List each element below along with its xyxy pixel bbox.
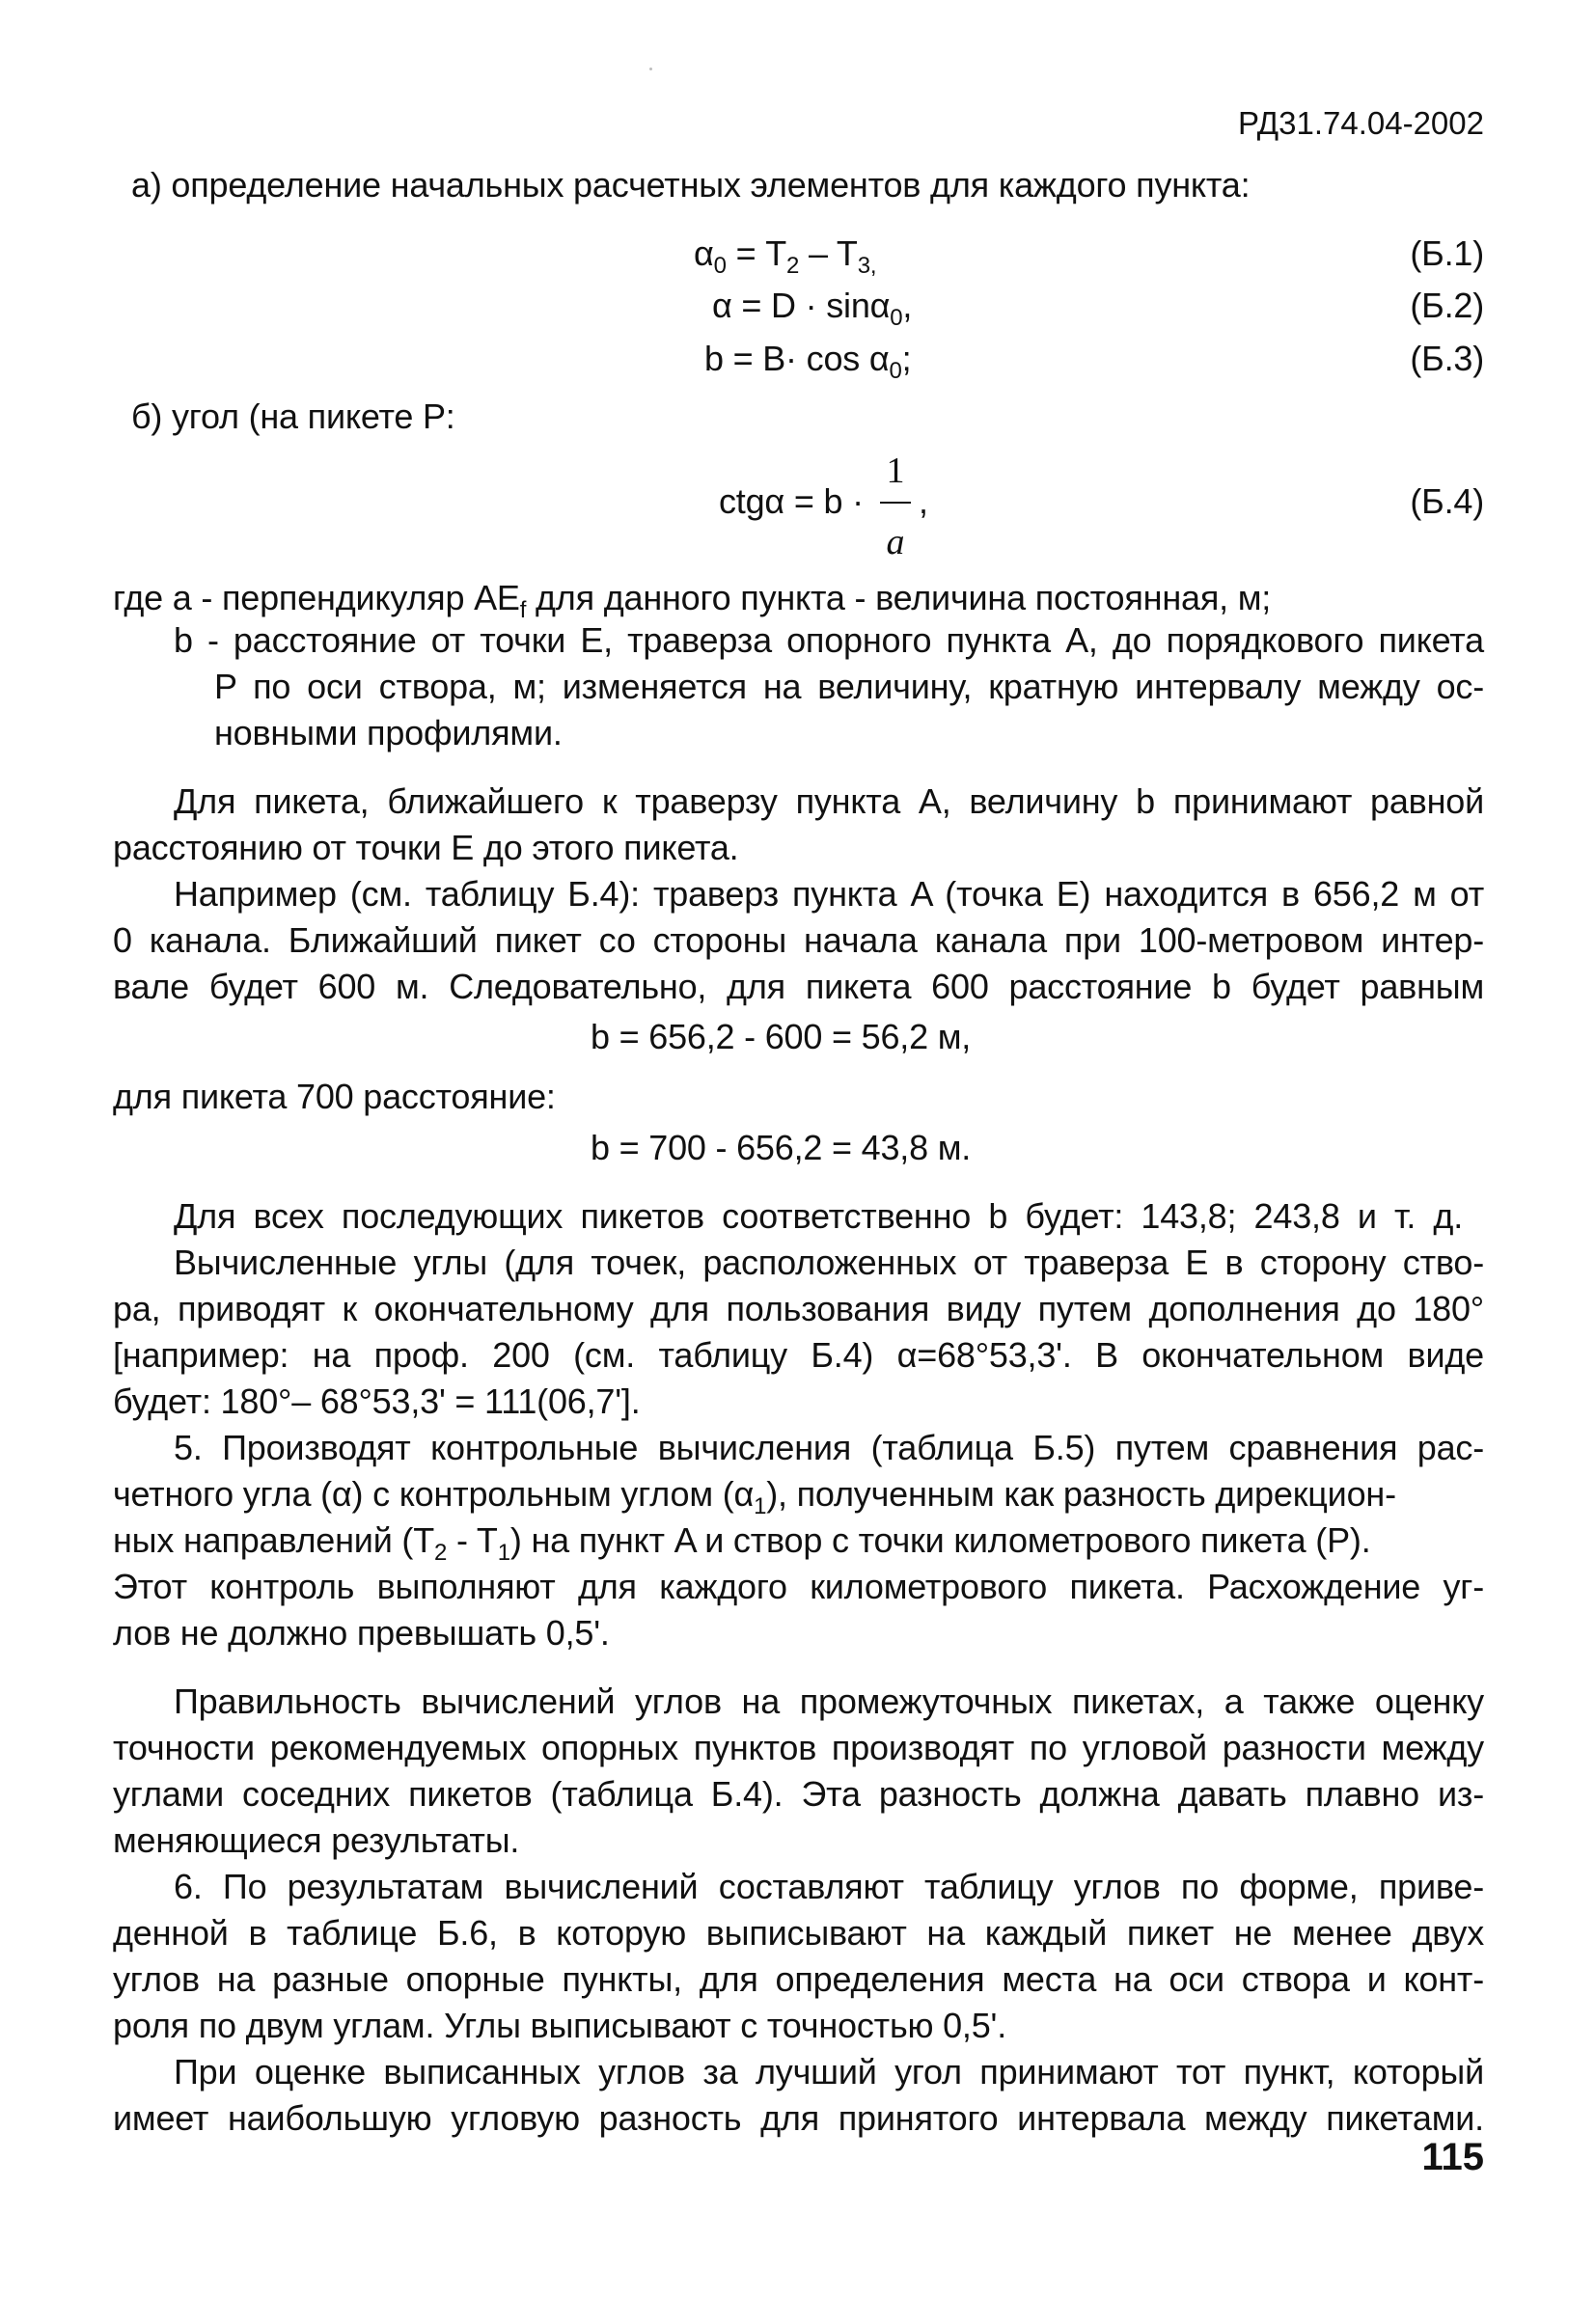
- paragraph-2-line-3: вале будет 600 м. Следовательно, для пикета 600 расстояние b будет равным: [113, 967, 1484, 1006]
- equation-1: b = 656,2 - 600 = 56,2 м,: [591, 1017, 972, 1056]
- paragraph-2-line-2: 0 канала. Ближайший пикет со стороны начала канала при 100-метровом интер-: [113, 920, 1484, 960]
- paragraph-6-line-3-sub-1: 2: [434, 1540, 448, 1566]
- definition-a-sub: f: [519, 597, 527, 623]
- paragraph-8-line-3: углов на разные опорные пункты, для определения места на оси створа и конт-: [113, 1959, 1484, 1999]
- scan-speck: [649, 68, 652, 70]
- formula-b4-lhs: ctgα = b ·: [719, 481, 864, 521]
- formula-b1-label: (Б.1): [1410, 233, 1484, 273]
- paragraph-9-line-2: имеет наибольшую угловую разность для принятого интервала между пикетами.: [113, 2098, 1484, 2138]
- formula-b3-text: b = B· cos α: [704, 339, 890, 378]
- definition-a-suffix: для данного пункта - величина постоянная, м;: [526, 578, 1272, 617]
- paragraph-9-line-1: При оценке выписанных углов за лучший угол принимают тот пункт, который: [174, 2052, 1484, 2092]
- paragraph-6-line-3-c: ) на пункт A и створ с точки километрового пикета (P).: [509, 1520, 1371, 1560]
- paragraph-6-line-5: лов не должно превышать 0,5'.: [113, 1613, 610, 1653]
- paragraph-7-line-2: точности рекомендуемых опорных пунктов производят по угловой разности между: [113, 1728, 1484, 1767]
- definition-a: [113, 575, 1271, 621]
- formula-b2: [712, 283, 912, 329]
- formula-b4-label: (Б.4): [1410, 481, 1484, 521]
- formula-b1-dash: – T: [799, 233, 858, 273]
- formula-b4-tail: ,: [919, 481, 928, 521]
- formula-b4-fraction-bar: [880, 502, 911, 504]
- paragraph-8-line-2: денной в таблице Б.6, в которую выписывают на каждый пикет не менее двух: [113, 1913, 1484, 1953]
- paragraph-7-line-3: углами соседних пикетов (таблица Б.4). Эта разность должна давать плавно из-: [113, 1774, 1484, 1814]
- paragraph-7-line-1: Правильность вычислений углов на промежуточных пикетах, а также оценку: [174, 1681, 1484, 1721]
- definition-a-prefix: где a - перпендикуляр AE: [113, 578, 520, 617]
- formula-b1-mid: = T: [726, 233, 786, 273]
- formula-b1-lhs: α: [694, 233, 714, 273]
- paragraph-4: Для всех последующих пикетов соответственно b будет: 143,8; 243,8 и т. д.: [174, 1196, 1463, 1236]
- formula-b1-lhs-sub: 0: [713, 253, 727, 279]
- paragraph-8-line-4: роля по двум углам. Углы выписывают с точностью 0,5'.: [113, 2006, 1007, 2045]
- definition-b-line-2: P по оси створа, м; изменяется на величину, кратную интервалу между ос-: [214, 667, 1484, 706]
- formula-b4-denominator: a: [886, 522, 905, 562]
- formula-b2-label: (Б.2): [1410, 286, 1484, 325]
- paragraph-6-line-3-a: ных направлений (T: [113, 1520, 435, 1560]
- paragraph-5-line-4: будет: 180°– 68°53,3' = 111(06,7'].: [113, 1381, 641, 1421]
- paragraph-3: для пикета 700 расстояние:: [113, 1077, 556, 1116]
- paragraph-6-line-2-a: четного угла (α) с контрольным углом (α: [113, 1474, 755, 1514]
- paragraph-6-line-3-sub-2: 1: [497, 1540, 510, 1566]
- formula-b3-label: (Б.3): [1410, 339, 1484, 378]
- paragraph-7-line-4: меняющиеся результаты.: [113, 1820, 520, 1860]
- paragraph-5-line-2: ра, приводят к окончательному для пользования виду путем дополнения до 180°: [113, 1289, 1484, 1328]
- paragraph-6-line-2-start: [113, 1471, 1396, 1517]
- paragraph-6-line-2: [113, 1471, 1484, 1517]
- paragraph-5-line-1: Вычисленные углы (для точек, расположенных от траверза E в сторону ство-: [174, 1243, 1484, 1282]
- definition-b-line-1: b - расстояние от точки E, траверза опорного пункта A, до порядкового пикета: [174, 620, 1484, 660]
- formula-b3-sub: 0: [889, 358, 902, 384]
- paragraph-6-line-1: 5. Производят контрольные вычисления (таблица Б.5) путем сравнения рас-: [174, 1428, 1484, 1467]
- section-a-text: а) определение начальных расчетных элементов для каждого пункта:: [131, 165, 1251, 205]
- paragraph-6-line-4: Этот контроль выполняют для каждого километрового пикета. Расхождение уг-: [113, 1567, 1484, 1606]
- document-code: РД31.74.04-2002: [1237, 105, 1484, 141]
- section-b-text: б) угол (на пикете P:: [131, 396, 455, 436]
- formula-b1: [694, 231, 876, 277]
- paragraph-6-line-2-sub: 1: [754, 1493, 767, 1519]
- paragraph-6-line-2-b: ), полученным как разность дирекцион-: [766, 1474, 1396, 1514]
- formula-b3: [704, 336, 911, 382]
- formula-b1-t3-sub: 3,: [857, 253, 877, 279]
- paragraph-5-line-3: [например: на проф. 200 (см. таблицу Б.4) α=68°53,3'. В окончательном виде: [113, 1335, 1484, 1375]
- paragraph-1-line-2: расстоянию от точки E до этого пикета.: [113, 828, 739, 867]
- formula-b1-t2-sub: 2: [786, 253, 800, 279]
- formula-b2-tail: ,: [902, 286, 913, 325]
- formula-b3-tail: ;: [901, 339, 912, 378]
- formula-b4-numerator: 1: [886, 451, 905, 491]
- formula-b2-sub: 0: [890, 305, 903, 331]
- definition-b-line-3: новными профилями.: [214, 713, 563, 752]
- page-number: 115: [1421, 2136, 1484, 2178]
- equation-2: b = 700 - 656,2 = 43,8 м.: [591, 1128, 972, 1167]
- paragraph-6-line-3: [113, 1517, 1484, 1564]
- formula-b2-text: α = D · sinα: [712, 286, 891, 325]
- paragraph-8-line-1: 6. По результатам вычислений составляют таблицу углов по форме, приве-: [174, 1867, 1484, 1906]
- paragraph-6-line-3-b: - T: [447, 1520, 498, 1560]
- paragraph-1-line-1: Для пикета, ближайшего к траверзу пункта A, величину b принимают равной: [174, 781, 1484, 821]
- paragraph-2-line-1: Например (см. таблицу Б.4): траверз пункта A (точка E) находится в 656,2 м от: [174, 874, 1484, 914]
